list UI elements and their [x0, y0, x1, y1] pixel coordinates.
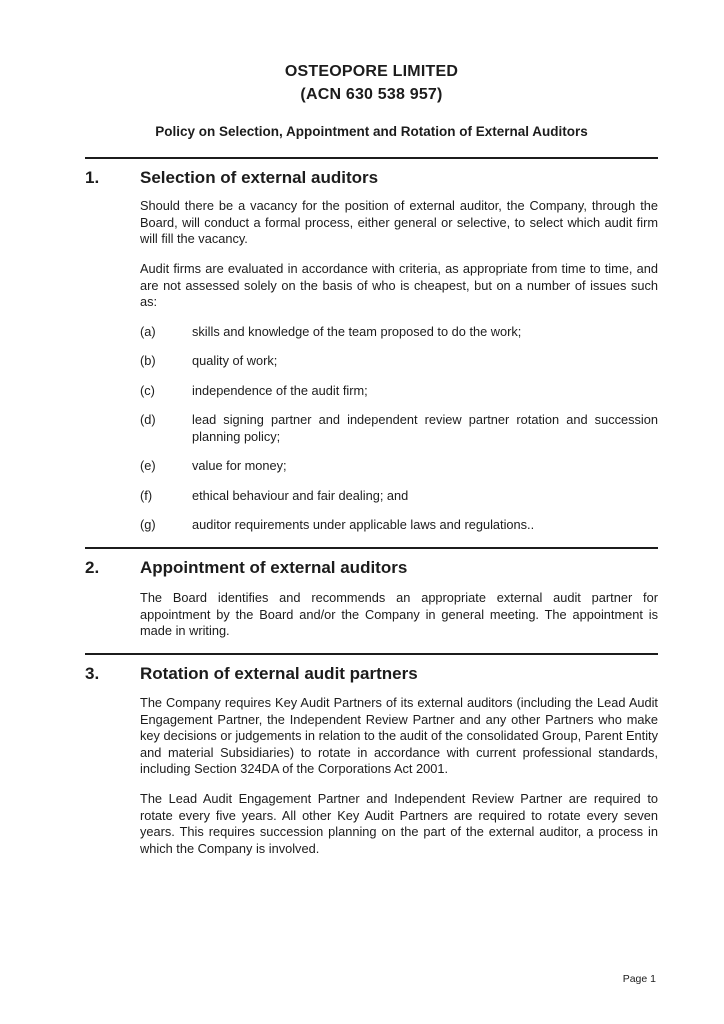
list-item-text: lead signing partner and independent review partner rotation and succession planning policy;: [192, 412, 658, 444]
company-name: OSTEOPORE LIMITED: [284, 63, 459, 80]
list-item-label: (b): [140, 353, 156, 368]
document-header: [85, 0, 658, 140]
list-item-text: value for money;: [192, 458, 287, 473]
list-item: [140, 458, 658, 475]
document-content: [85, 0, 658, 857]
list-item-text: skills and knowledge of the team proposed to do the work;: [192, 323, 522, 339]
list-item: [140, 324, 658, 341]
list-item: [140, 517, 658, 534]
page-number: Page 1: [622, 973, 656, 985]
list-item: [140, 412, 658, 445]
section-divider: [85, 157, 658, 159]
section-1-body: [140, 198, 658, 534]
policy-title: Policy on Selection, Appointment and Rotation of External Auditors: [155, 124, 588, 139]
section-3-heading: [85, 662, 658, 686]
section-2-title: Appointment of external auditors: [140, 558, 408, 577]
section-2-heading: [85, 556, 658, 580]
list-item-label: (g): [140, 517, 156, 532]
paragraph: The Lead Audit Engagement Partner and Independent Review Partner are required to rotate every five years. All other Key Audit Partners are required to rotate every seven years. This requires succession planning on the part of the external auditor, a process in which the Company is involved.: [140, 791, 658, 856]
list-item-text: independence of the audit firm;: [192, 382, 368, 398]
section-1-heading: [85, 166, 658, 190]
list-item: [140, 488, 658, 505]
section-1-title: Selection of external auditors: [140, 168, 379, 187]
list-item-text: ethical behaviour and fair dealing; and: [192, 487, 409, 503]
list-item-label: (f): [140, 487, 153, 503]
section-divider: [85, 547, 658, 549]
list-item-text: auditor requirements under applicable laws and regulations..: [192, 517, 535, 532]
company-acn: (ACN 630 538 957): [300, 86, 443, 103]
section-3-body: [140, 695, 658, 857]
list-item-label: (c): [140, 382, 155, 398]
list-item-label: (d): [140, 412, 156, 427]
paragraph: Should there be a vacancy for the position of external auditor, the Company, through the Board, will conduct a formal process, either general or selective, to select which audit firm will fill the vacancy.: [140, 198, 658, 246]
section-1-number: 1.: [85, 168, 100, 187]
paragraph: The Company requires Key Audit Partners of its external auditors (including the Lead Audit Engagement Partner, the Independent Review Partner and any other Partners who make key decisions or judgements in relation to the audit of the consolidated Group, Parent Entity and material Subsidiaries) to rotate in accordance with current professional standards, including Section 324DA of the Corporations Act 2001.: [140, 695, 658, 776]
list-item: [140, 383, 658, 400]
section-2-body: [140, 590, 658, 640]
list-item: [140, 353, 658, 370]
list-item-label: (a): [140, 323, 156, 339]
list-item-text: quality of work;: [192, 353, 278, 368]
criteria-list: [140, 324, 658, 534]
paragraph: The Board identifies and recommends an appropriate external audit partner for appointment by the Board and/or the Company in general meeting. The appointment is made in writing.: [140, 590, 658, 638]
section-3-number: 3.: [85, 664, 100, 683]
paragraph: Audit firms are evaluated in accordance with criteria, as appropriate from time to time, and are not assessed solely on the basis of who is cheapest, but on a number of issues such as:: [140, 261, 658, 309]
section-divider: [85, 653, 658, 655]
section-2-number: 2.: [85, 558, 100, 577]
section-3-title: Rotation of external audit partners: [140, 664, 418, 683]
list-item-label: (e): [140, 458, 156, 473]
